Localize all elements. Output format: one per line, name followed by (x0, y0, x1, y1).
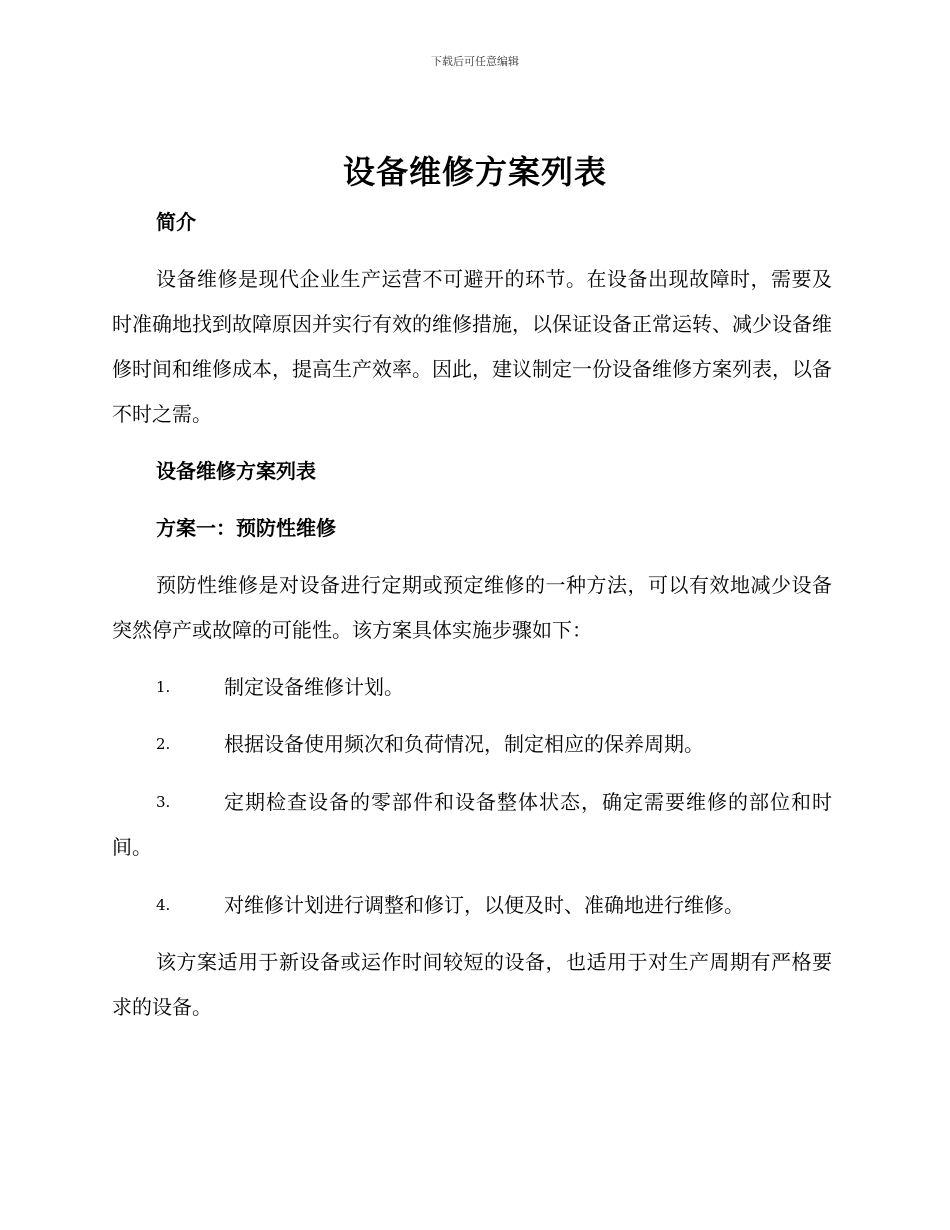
header-note: 下载后可任意编辑 (431, 55, 519, 68)
list-section-heading: 设备维修方案列表 (156, 459, 316, 483)
list-item (112, 780, 832, 870)
document-title: 设备维修方案列表 (342, 153, 607, 191)
list-item-text: 制定设备维修计划。 (224, 675, 404, 699)
list-item (112, 722, 832, 767)
intro-heading: 简介 (156, 210, 196, 234)
list-item-text: 根据设备使用频次和负荷情况，制定相应的保养周期。 (224, 732, 704, 756)
list-item (112, 665, 832, 710)
list-item-text: 对维修计划进行调整和修订，以便及时、准确地进行维修。 (224, 893, 744, 917)
list-item-text: 定期检查设备的零部件和设备整体状态，确定需要维修的部位和时间。 (112, 790, 832, 859)
list-item-number: 3. (156, 793, 171, 811)
list-item (112, 883, 832, 928)
list-item-number: 2. (156, 735, 171, 753)
plan-one-closing: 该方案适用于新设备或运作时间较短的设备，也适用于对生产周期有严格要求的设备。 (112, 950, 832, 1019)
plan-one-paragraph: 预防性维修是对设备进行定期或预定维修的一种方法，可以有效地减少设备突然停产或故障的可能性。该方案具体实施步骤如下： (112, 573, 832, 642)
intro-paragraph: 设备维修是现代企业生产运营不可避开的环节。在设备出现故障时，需要及时准确地找到故障原因并实行有效的维修措施，以保证设备正常运转、减少设备维修时间和维修成本，提高生产效率。因此，建议制定一份设备维修方案列表，以备不时之需。 (112, 267, 832, 426)
list-item-number: 1. (156, 678, 171, 696)
plan-one-heading: 方案一：预防性维修 (156, 516, 336, 540)
list-item-number: 4. (156, 896, 171, 914)
